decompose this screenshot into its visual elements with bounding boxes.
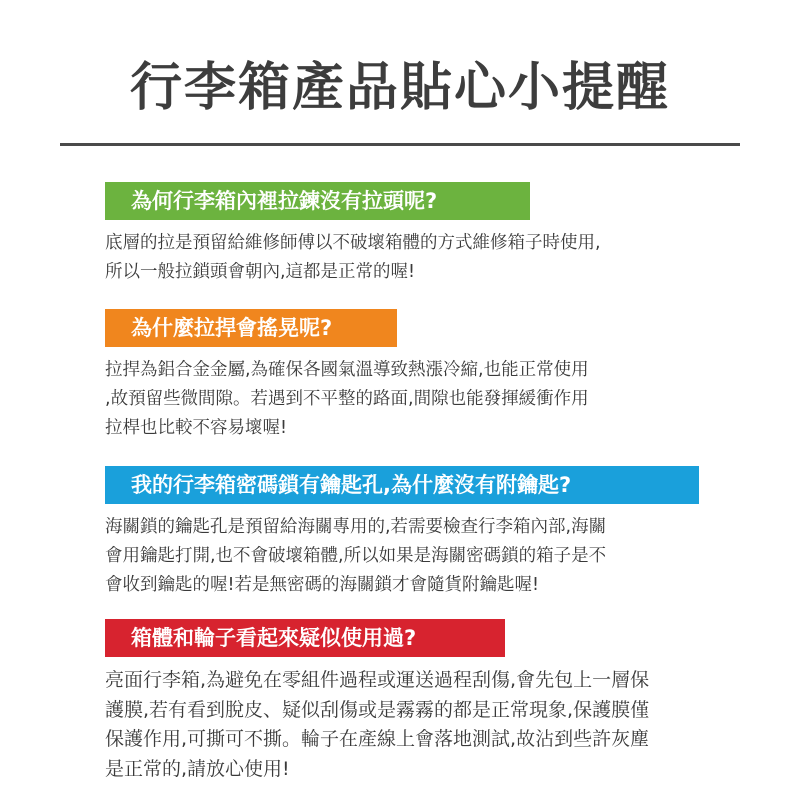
faq-question-badge: 我的行李箱密碼鎖有鑰匙孔,為什麼沒有附鑰匙?	[105, 466, 699, 504]
title-divider	[60, 143, 740, 146]
faq-item-zipper	[105, 182, 705, 287]
faq-item-handle	[105, 309, 705, 443]
faq-item-lock-key	[105, 466, 705, 600]
faq-question-badge: 箱體和輪子看起來疑似使用過?	[105, 619, 505, 657]
faq-answer: 亮面行李箱,為避免在零組件過程或運送過程刮傷,會先包上一層保 護膜,若有看到脫皮、疑似刮傷或是霧霧的都是正常現象,保護膜僅 保護作用,可撕可不撕。輪子在產線上會落地測試,故沾到些許灰塵 是正常的,請放心使用!	[105, 669, 650, 780]
faq-answer: 拉捍為鋁合金金屬,為確保各國氣溫導致熱漲冷縮,也能正常使用 ,故預留些微間隙。若遇到不平整的路面,間隙也能發揮緩衝作用 拉桿也比較不容易壞喔!	[105, 360, 589, 438]
faq-item-used-look	[105, 619, 705, 784]
faq-answer: 底層的拉是預留給維修師傅以不破壞箱體的方式維修箱子時使用, 所以一般拉鎖頭會朝內,這都是正常的喔!	[105, 233, 601, 282]
page-title: 行李箱產品貼心小提醒	[129, 58, 670, 118]
faq-question-badge: 為什麼拉捍會搖晃呢?	[105, 309, 397, 347]
faq-question-badge: 為何行李箱內裡拉鍊沒有拉頭呢?	[105, 182, 530, 220]
faq-answer: 海關鎖的鑰匙孔是預留給海關專用的,若需要檢查行李箱內部,海關 會用鑰匙打開,也不會破壞箱體,所以如果是海關密碼鎖的箱子是不 會收到鑰匙的喔!若是無密碼的海關鎖才會隨貨附鑰匙喔!	[105, 517, 607, 595]
